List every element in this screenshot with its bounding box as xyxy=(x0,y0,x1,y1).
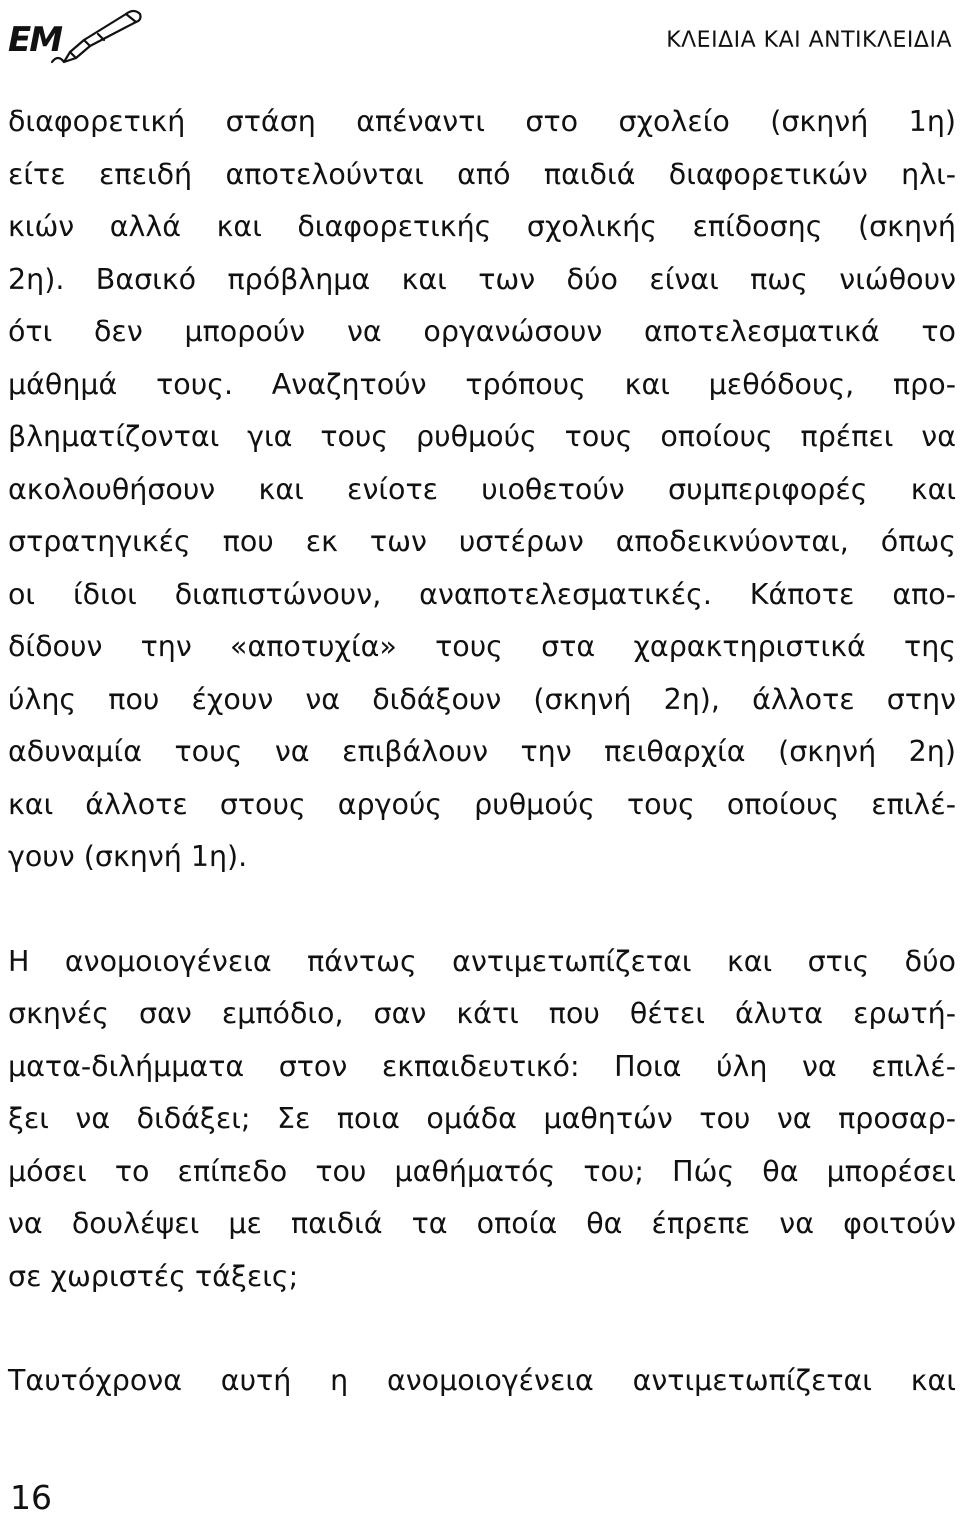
text-line: σε χωριστές τάξεις; xyxy=(8,1259,299,1293)
text-line: αδυναμία τους να επιβάλουν την πειθαρχία (σκηνή 2η) xyxy=(8,735,956,768)
text-line: Η ανομοιογένεια πάντως αντιμετωπίζεται και στις δύο xyxy=(8,944,956,978)
publisher-logo xyxy=(8,4,148,68)
paragraph xyxy=(8,936,956,1304)
logo-text: EM xyxy=(8,20,62,60)
text-line: μάθημά τους. Αναζητούν τρόπους και μεθόδους, προ- xyxy=(8,367,956,401)
text-line: βληματίζονται για τους ρυθμούς τους οποίους πρέπει να xyxy=(8,420,956,453)
paragraph xyxy=(8,96,956,884)
text-line: ότι δεν μπορούν να οργανώσουν αποτελεσματικά το xyxy=(8,315,956,348)
text-line: γουν (σκηνή 1η). xyxy=(8,840,248,873)
text-line: ξει να διδάξει; Σε ποια ομάδα μαθητών του να προσαρ- xyxy=(8,1102,956,1135)
text-line: στρατηγικές που εκ των υστέρων αποδεικνύονται, όπως xyxy=(8,525,956,558)
text-line: διαφορετική στάση απέναντι στο σχολείο (σκηνή 1η) xyxy=(8,105,956,138)
running-title: ΚΛΕΙΔΙΑ ΚΑΙ ΑΝΤΙΚΛΕΙΔΙΑ xyxy=(666,28,952,53)
text-line: σκηνές σαν εμπόδιο, σαν κάτι που θέτει άλυτα ερωτή- xyxy=(8,997,956,1030)
text-line: να δουλέψει με παιδιά τα οποία θα έπρεπε να φοιτούν xyxy=(8,1207,956,1240)
text-line: ακολουθήσουν και ενίοτε υιοθετούν συμπεριφορές και xyxy=(8,472,956,506)
text-line: οι ίδιοι διαπιστώνουν, αναποτελεσματικές. Κάποτε απο- xyxy=(8,577,956,611)
text-line: Ταυτόχρονα αυτή η ανομοιογένεια αντιμετωπίζεται και xyxy=(8,1364,956,1397)
text-line: ύλης που έχουν να διδάξουν (σκηνή 2η), άλλοτε στην xyxy=(8,682,956,716)
page-number: 16 xyxy=(10,1478,52,1517)
text-line: κιών αλλά και διαφορετικής σχολικής επίδοσης (σκηνή xyxy=(8,210,956,243)
text-line: είτε επειδή αποτελούνται από παιδιά διαφορετικών ηλι- xyxy=(8,157,956,191)
text-line: ματα-διλήμματα στον εκπαιδευτικό: Ποια ύλη να επιλέ- xyxy=(8,1049,956,1083)
text-line: 2η). Βασικό πρόβλημα και των δύο είναι πως νιώθουν xyxy=(8,262,956,296)
paragraph-gap xyxy=(8,1303,956,1355)
text-line: δίδουν την «αποτυχία» τους στα χαρακτηριστικά της xyxy=(8,630,956,663)
paragraph-gap xyxy=(8,884,956,936)
paragraph xyxy=(8,1355,956,1408)
document-body xyxy=(8,96,956,1408)
text-line: και άλλοτε στους αργούς ρυθμούς τους οποίους επιλέ- xyxy=(8,787,956,821)
page-header xyxy=(0,0,960,80)
text-line: μόσει το επίπεδο του μαθήματός του; Πώς θα μπορέσει xyxy=(8,1154,956,1188)
fountain-pen-icon xyxy=(48,4,148,68)
